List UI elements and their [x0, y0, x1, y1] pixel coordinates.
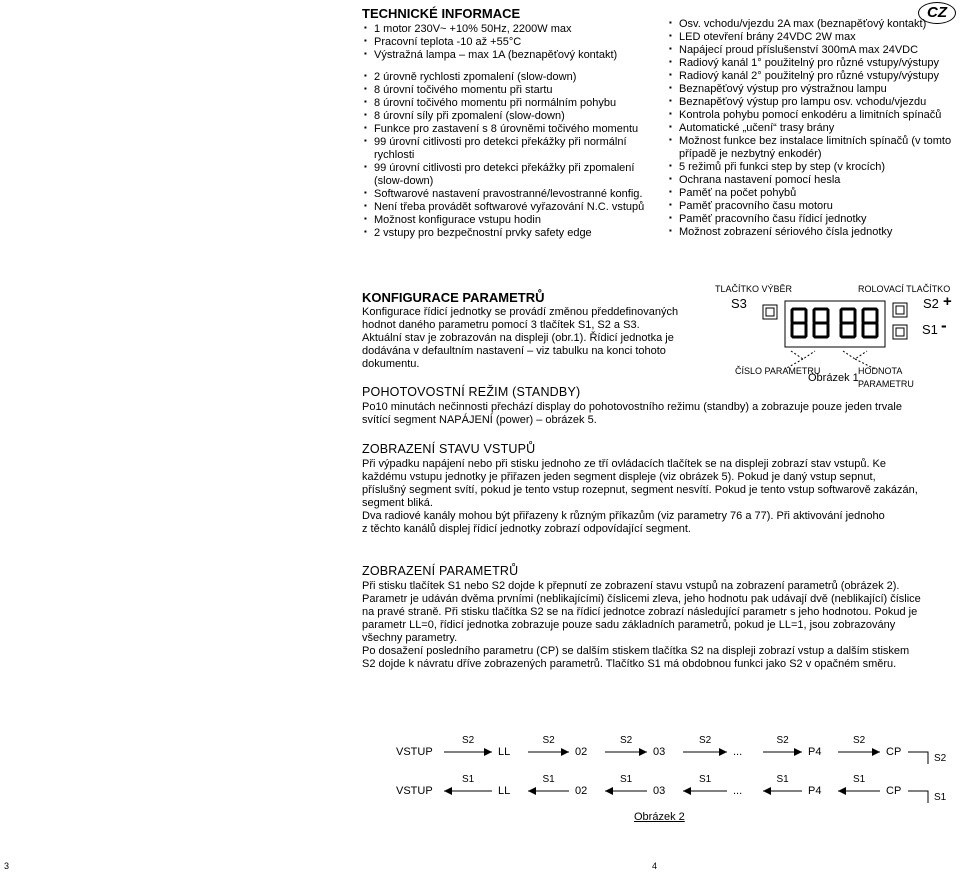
arrow-head	[838, 787, 846, 795]
flow-key-label: S2	[699, 735, 712, 746]
list-item: ▪ Osv. vchodu/vjezdu 2A max (beznapěťový kontakt)	[669, 18, 954, 31]
return-arrow	[908, 791, 928, 803]
text-line: svítící segment NAPÁJENÍ (power) – obrázek 5.	[362, 414, 597, 426]
flow-key-label: S2	[853, 735, 866, 746]
flow-key-label: S1	[776, 774, 789, 785]
text-line: S2 dojde k návratu dříve zobrazených parametrů. Tlačítko S1 má obdobnou funkci jako S2 v opačném směru.	[362, 658, 897, 670]
text-line: Parametr je udáván dvěma prvními (neblikajícími) číslicemi zleva, jeho hodnotu pak udávají dvě (neblikající) číslice	[362, 593, 921, 605]
flow-node: 03	[653, 785, 666, 797]
flow-key-label: S2	[934, 753, 947, 764]
list-item: ▪ Možnost funkce bez instalace limitních spínačů (v tomto případě je nezbytný enkodér)	[669, 135, 954, 161]
scroll-button-label: ROLOVACÍ TLAČÍTKO	[858, 284, 951, 294]
text-line: Při stisku tlačítek S1 nebo S2 dojde k přepnutí ze zobrazení stavu vstupů na zobrazení parametrů (obrázek 2).	[362, 580, 900, 592]
list-item: ▪ Softwarové nastavení pravostranné/levostranné konfig.	[364, 188, 654, 201]
text-line: segment bliká.	[362, 497, 433, 509]
text-line: Konfigurace řídicí jednotky se provádí změnou předdefinovaných	[362, 306, 679, 318]
list-item: ▪ Není třeba provádět softwarové vyřazování N.C. vstupů	[364, 201, 654, 214]
flow-key-label: S2	[542, 735, 555, 746]
list-item: ▪ Paměť na počet pohybů	[669, 187, 954, 200]
flow-key-label: S1	[462, 774, 475, 785]
flow-node: CP	[886, 746, 902, 758]
tech-title: TECHNICKÉ INFORMACE	[362, 6, 521, 21]
flow-node: P4	[808, 785, 822, 797]
config-title: KONFIGURACE PARAMETRŮ	[362, 290, 545, 305]
flow-node: 02	[575, 746, 588, 758]
page-number-left: 3	[4, 861, 10, 871]
select-button-label: TLAČÍTKO VÝBĚR	[715, 284, 793, 294]
flow-key-label: S2	[462, 735, 475, 746]
text-line: dokumentu.	[362, 358, 420, 370]
cz-badge: CZ	[918, 2, 956, 24]
list-item: ▪ Výstražná lampa – max 1A (beznapěťový kontakt)	[364, 49, 654, 62]
flow-key-label: S1	[542, 774, 555, 785]
text-line: na pravé straně. Při stisku tlačítka S2 se na řídicí jednotce zobrazí následující parametr s jeho hodnotou. Pokud je	[362, 606, 918, 618]
text-line: dodávána v defaultním nastavení – viz tabulku na konci tohoto	[362, 345, 666, 357]
flow-key-label: S2	[776, 735, 789, 746]
list-item: ▪ LED otevření brány 24VDC 2W max	[669, 31, 954, 44]
standby-title: POHOTOVOSTNÍ REŽIM (STANDBY)	[362, 385, 581, 399]
text-line: z těchto kanálů displej řídicí jednotky zobrazí odpovídající segment.	[362, 523, 691, 535]
list-item: ▪ Paměť pracovního času motoru	[669, 200, 954, 213]
list-item: ▪ 8 úrovní točivého momentu při normálním pohybu	[364, 97, 654, 110]
page-number-right: 4	[652, 861, 658, 871]
param-value-label: HODNOTA PARAMETRU	[858, 366, 914, 389]
list-item: ▪ 2 vstupy pro bezpečnostní prvky safety edge	[364, 227, 654, 240]
flow-node: VSTUP	[396, 746, 433, 758]
arrow-head	[872, 748, 880, 756]
list-item: ▪ Možnost konfigurace vstupu hodin	[364, 214, 654, 227]
list-item: ▪ Automatické „učení“ trasy brány	[669, 122, 954, 135]
flow-node: ...	[733, 746, 743, 758]
list-item: ▪ Paměť pracovního času řídicí jednotky	[669, 213, 954, 226]
arrow-head	[763, 787, 771, 795]
s2-label: S2	[923, 296, 939, 311]
list-item: ▪ 99 úrovní citlivosti pro detekci překážky při zpomalení (slow-down)	[364, 162, 654, 188]
text-line: všechny parametry.	[362, 632, 458, 644]
arrow-head	[683, 787, 691, 795]
list-item: ▪ 5 režimů při funkci step by step (v krocích)	[669, 161, 954, 174]
list-item: ▪ Kontrola pohybu pomocí enkodéru a limitních spínačů	[669, 109, 954, 122]
text-line: Po10 minutách nečinnosti přechází display do pohotovostního režimu (standby) a zobrazuje pouze jeden trvale	[362, 401, 902, 413]
flow-node: P4	[808, 746, 822, 758]
arrow-head	[484, 748, 492, 756]
text-line: Aktuální stav je zobrazován na displeji (obr.1). Řídicí jednotka je	[362, 332, 674, 344]
flow-node: 02	[575, 785, 588, 797]
params-title: ZOBRAZENÍ PARAMETRŮ	[362, 564, 519, 578]
inputs-title: ZOBRAZENÍ STAVU VSTUPŮ	[362, 442, 536, 456]
list-item: ▪ Ochrana nastavení pomocí hesla	[669, 174, 954, 187]
list-item: ▪ Možnost zobrazení sériového čísla jednotky	[669, 226, 954, 239]
list-item: ▪ 99 úrovní citlivosti pro detekci překážky při normální rychlosti	[364, 136, 654, 162]
list-item: ▪ Napájecí proud příslušenství 300mA max 24VDC	[669, 44, 954, 57]
list-item: ▪ Pracovní teplota -10 až +55°C	[364, 36, 654, 49]
list-item: ▪ Radiový kanál 1° použitelný pro různé vstupy/výstupy	[669, 57, 954, 70]
arrow-head	[639, 748, 647, 756]
flow-key-label: S2	[620, 735, 633, 746]
list-item: ▪ 8 úrovní síly při zpomalení (slow-down)	[364, 110, 654, 123]
arrow-head	[605, 787, 613, 795]
flow-node: LL	[498, 746, 511, 758]
figure-1-caption: Obrázek 1	[808, 372, 859, 384]
list-item: ▪ 8 úrovní točivého momentu při startu	[364, 84, 654, 97]
flow-node: 03	[653, 746, 666, 758]
arrow-head	[444, 787, 452, 795]
list-item: ▪ Funkce pro zastavení s 8 úrovněmi točivého momentu	[364, 123, 654, 136]
flow-node: CP	[886, 785, 902, 797]
list-item: ▪ 2 úrovně rychlosti zpomalení (slow-down)	[364, 71, 654, 84]
list-item: ▪ Beznapěťový výstup pro lampu osv. vchodu/vjezdu	[669, 96, 954, 109]
text-line: Dva radiové kanály mohou být přiřazeny k různým příkazům (viz parametry 76 a 77). Při aktivování jednoho	[362, 510, 885, 522]
minus-sign: -	[941, 316, 947, 335]
text-line: hodnot daného parametru pomocí 3 tlačítek S1, S2 a S3.	[362, 319, 640, 331]
arrow-head	[794, 748, 802, 756]
s3-label: S3	[731, 296, 747, 311]
text-line: Po dosažení posledního parametru (CP) se dalším stiskem tlačítka S2 na displeji zobrazí vstup a dalším stiskem	[362, 645, 910, 657]
s1-label: S1	[922, 322, 938, 337]
text-line: příslušný segment svítí, pokud je tento vstup rozepnut, segment nesvítí. Pokud je tento vstup softwarově zakázán,	[362, 484, 918, 496]
param-number-label: ČÍSLO PARAMETRU	[735, 366, 821, 376]
flow-node: VSTUP	[396, 785, 433, 797]
arrow-head	[719, 748, 727, 756]
text-line: Při výpadku napájení nebo při stisku jednoho ze tří ovládacích tlačítek se na displeji zobrazí stav vstupů. Ke	[362, 458, 887, 470]
plus-sign: +	[943, 293, 952, 310]
flow-key-label: S1	[620, 774, 633, 785]
flow-node: ...	[733, 785, 743, 797]
text-line: parametr LL=0, řídicí jednotka zobrazuje pouze sadu základních parametrů, pokud je LL=1, jsou zobrazovány	[362, 619, 896, 631]
figure-2-caption: Obrázek 2	[634, 811, 685, 823]
arrow-head	[528, 787, 536, 795]
flow-key-label: S1	[934, 792, 947, 803]
text-line: každému vstupu jednotky je přiřazen jeden segment displeje (viz obrázek 5). Pokud je daný vstup sepnut,	[362, 471, 876, 483]
flow-node: LL	[498, 785, 511, 797]
flow-key-label: S1	[853, 774, 866, 785]
list-item: ▪ Beznapěťový výstup pro výstražnou lampu	[669, 83, 954, 96]
arrow-head	[561, 748, 569, 756]
list-item: ▪ Radiový kanál 2° použitelný pro různé vstupy/výstupy	[669, 70, 954, 83]
return-arrow	[908, 752, 928, 764]
list-item: ▪ 1 motor 230V~ +10% 50Hz, 2200W max	[364, 23, 654, 36]
flow-key-label: S1	[699, 774, 712, 785]
